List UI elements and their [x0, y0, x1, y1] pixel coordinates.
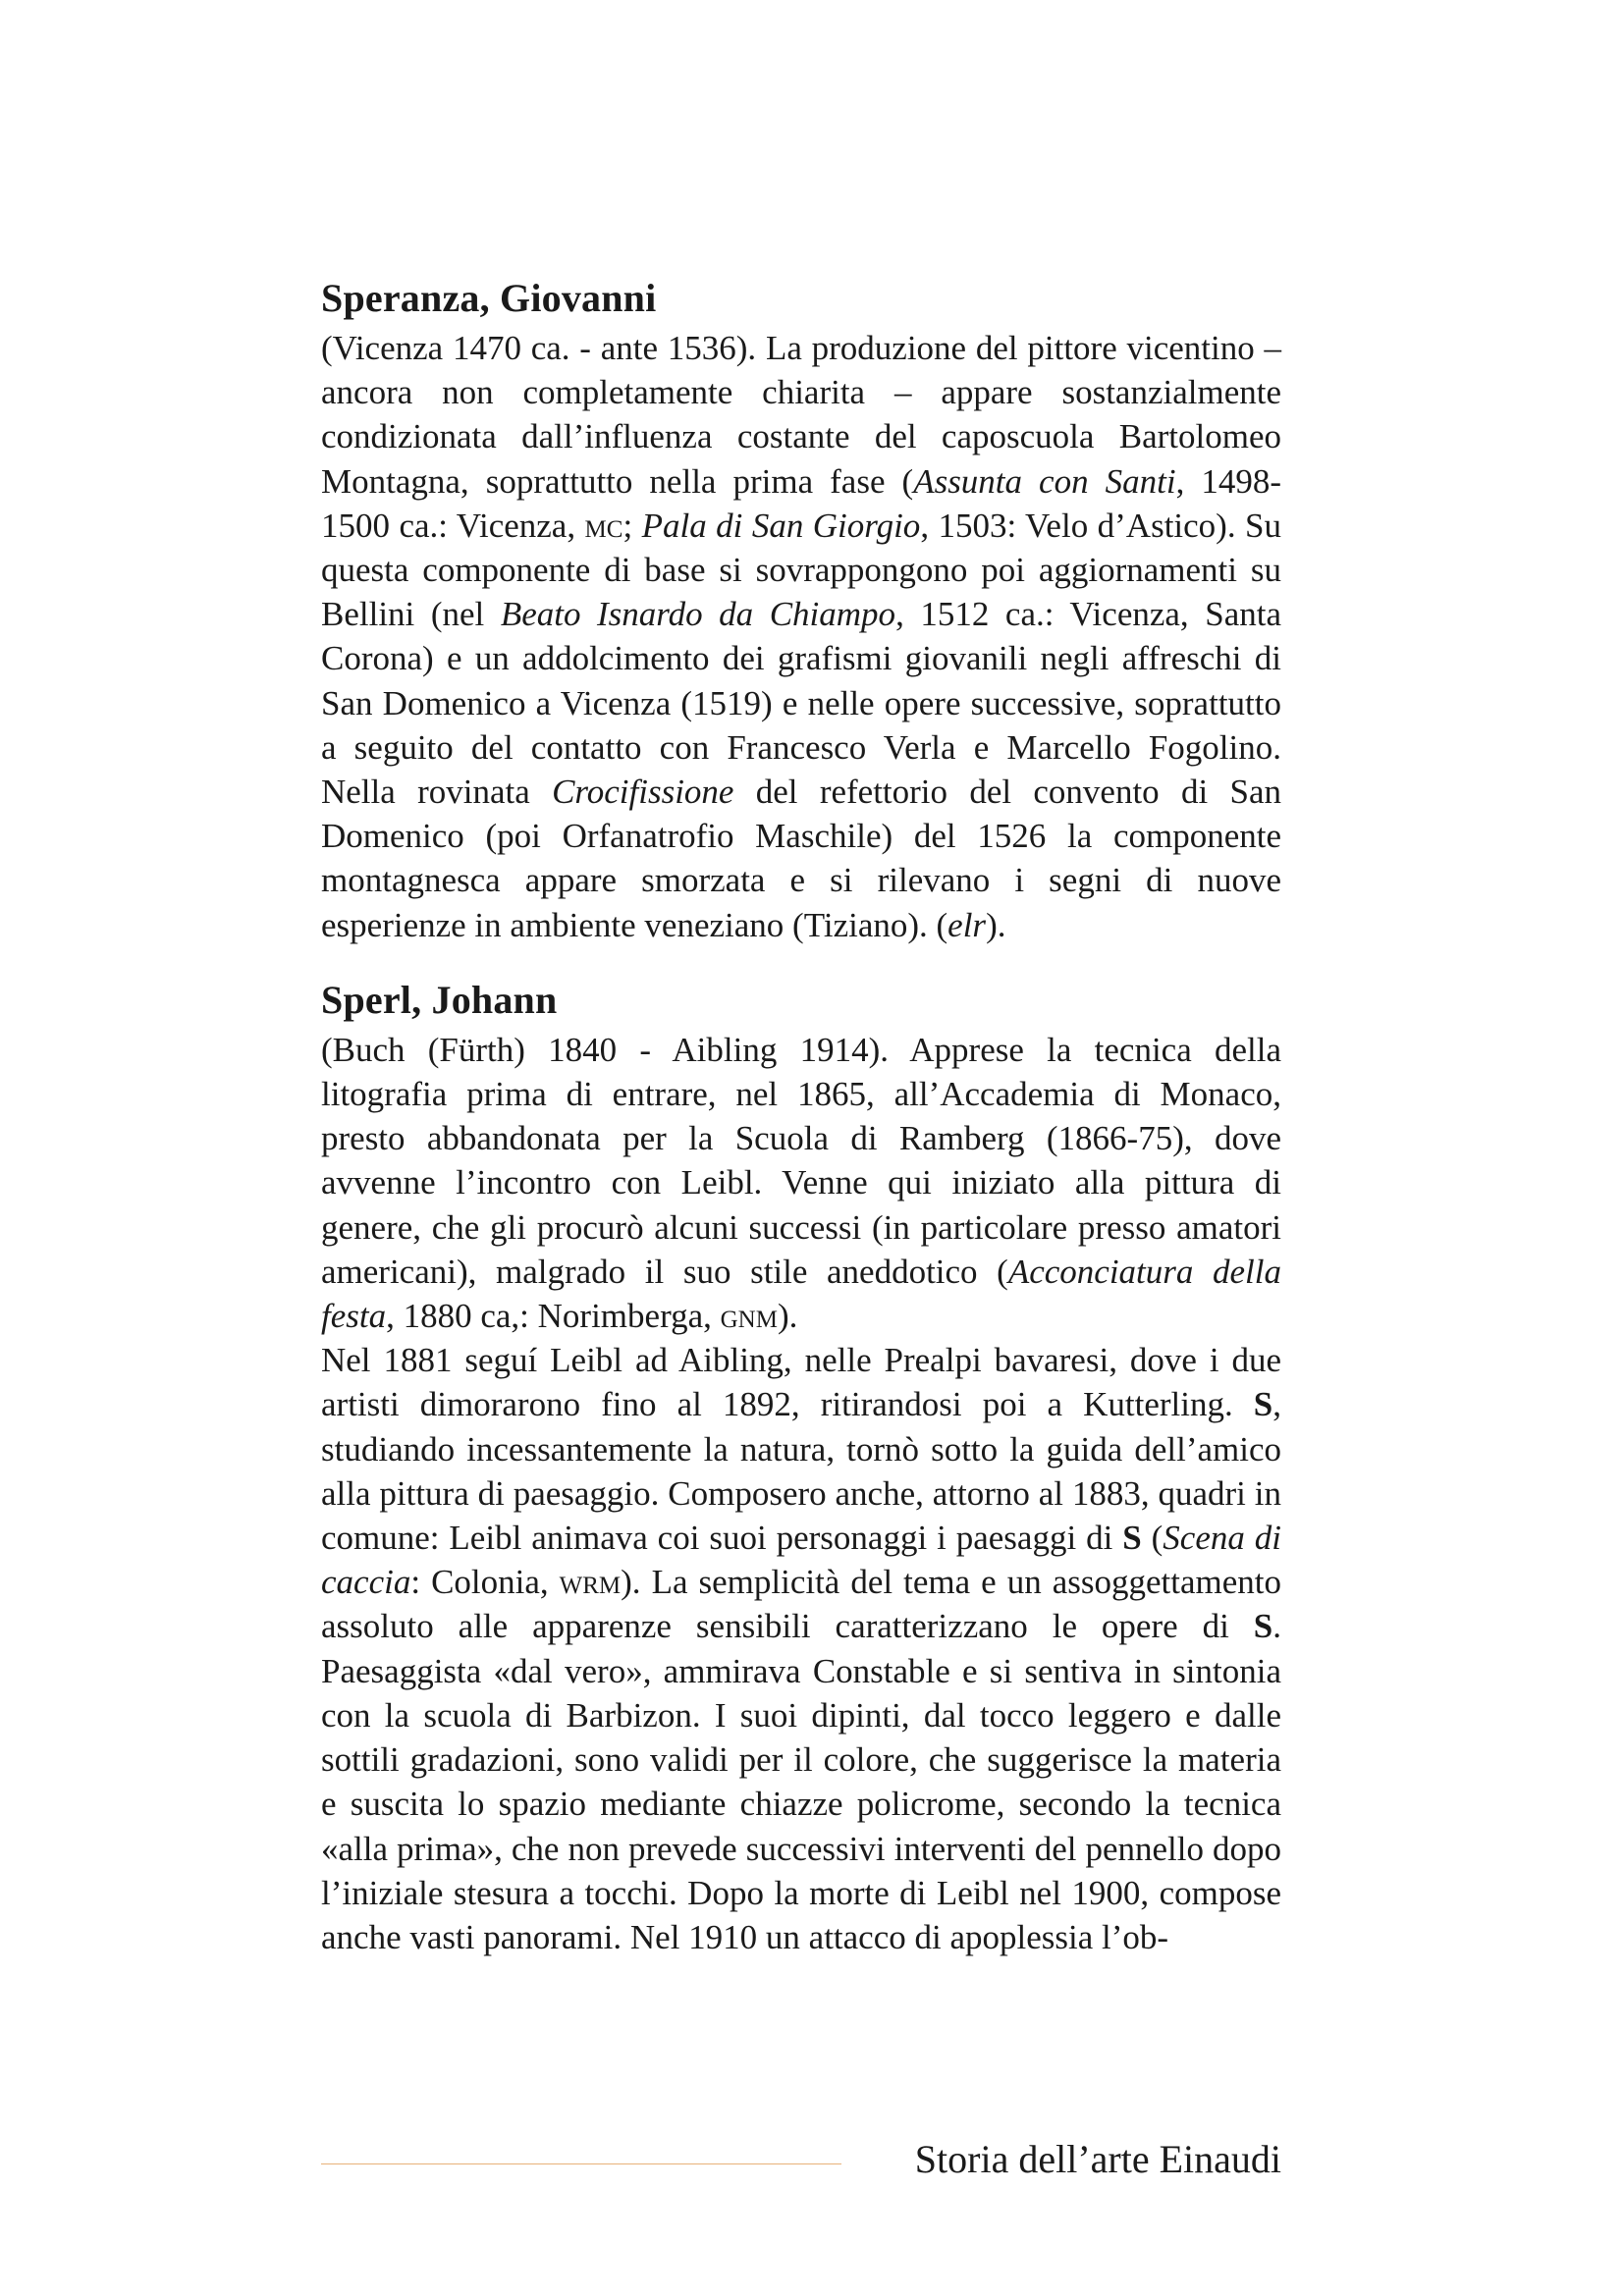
text-segment: Beato Isnardo da Chiampo [500, 595, 896, 634]
footer-publication-title: Storia dell’arte Einaudi [914, 2137, 1281, 2181]
page-content [321, 275, 1281, 1959]
text-segment: ( [1141, 1519, 1163, 1558]
text-segment: wrm [559, 1563, 622, 1602]
entry-title: Sperl, Johann [321, 977, 558, 1022]
text-segment: (Vicenza 1470 ca. - ante 1536). La produzione del pittore vicentino – ancora non completamente chiarita – appare sostanzialmente condizionata dall’influenza costante del caposcuola Bartolomeo Montagna, soprattutto nella prima fase ( [321, 329, 1281, 501]
entry-speranza [321, 275, 1281, 947]
text-segment: ). La semplicità del tema e un assoggettamento assoluto alle apparenze sensibili caratterizzano le opere di [321, 1563, 1281, 1646]
text-segment: gnm [720, 1297, 778, 1336]
entry-body [321, 1028, 1281, 1959]
text-segment: Pala di San Giorgio [641, 506, 921, 545]
text-segment: (Buch (Fürth) 1840 - Aibling 1914). Apprese la tecnica della litografia prima di entrare, nel 1865, all’Accademia di Monaco, presto abbandonata per la Scuola di Ramberg (1866-75), dove avvenne l’incontro con Leibl. Venne qui iniziato alla pittura di genere, che gli procurò alcuni successi (in particolare presso amatori americani), malgrado il suo stile aneddotico ( [321, 1030, 1281, 1291]
text-segment: ). [777, 1297, 798, 1336]
page-footer [321, 2130, 1281, 2189]
text-segment: S [1253, 1385, 1273, 1424]
text-segment: Crocifissione [552, 773, 734, 812]
text-segment: : Colonia, [410, 1563, 560, 1602]
text-segment: del refettorio del convento di San Domenico (poi Orfanatrofio Maschile) del 1526 la componente montagnesca appare smorzata e si rilevano i segni di nuove esperienze in ambiente veneziano (Tiziano). ( [321, 773, 1282, 944]
text-segment: ; [622, 506, 642, 545]
text-segment: S [1253, 1607, 1273, 1646]
text-segment: Scena di caccia [321, 1519, 1282, 1602]
text-segment: , 1512 ca.: Vicenza, Santa Corona) e un addolcimento dei grafismi giovanili negli affreschi di San Domenico a Vicenza (1519) e nelle opere successive, soprattutto a seguito del contatto con Francesco Verla e Marcello Fogolino. Nella rovinata [321, 595, 1281, 812]
text-segment: Assunta con Santi [913, 461, 1176, 501]
text-segment: Acconciatura della festa [321, 1252, 1281, 1336]
text-segment: , studiando incessantemente la natura, tornò sotto la guida dell’amico alla pittura di paesaggio. Composero anche, attorno al 1883, quadri in comune: Leibl animava coi suoi personaggi i paesaggi di [321, 1385, 1281, 1558]
entry-sperl [321, 977, 1281, 1959]
text-segment: Nel 1881 seguí Leibl ad Aibling, nelle Prealpi bavaresi, dove i due artisti dimorarono fino al 1892, ritirandosi poi a Kutterling. [321, 1341, 1281, 1424]
text-segment: , 1498-1500 ca.: Vicenza, [321, 461, 1282, 545]
text-segment: mc [584, 506, 623, 545]
text-segment: S [1122, 1519, 1142, 1558]
entry-title: Speranza, Giovanni [321, 276, 657, 320]
footer-rule [321, 2163, 841, 2164]
text-segment: , 1503: Velo d’Astico). Su questa componente di base si sovrappongono poi aggiornamenti su Bellini (nel [321, 506, 1281, 634]
text-segment: elr [947, 905, 987, 944]
text-segment: ). [986, 905, 1006, 944]
entry-body [321, 326, 1281, 947]
text-segment: . Paesaggista «dal vero», ammirava Constable e si sentiva in sintonia con la scuola di Barbizon. I suoi dipinti, dal tocco leggero e dalle sottili gradazioni, sono validi per il colore, che suggerisce la materia e suscita lo spazio mediante chiazze policrome, secondo la tecnica «alla prima», che non prevede successivi interventi del pennello dopo l’iniziale stesura a tocchi. Dopo la morte di Leibl nel 1900, compose anche vasti panorami. Nel 1910 un attacco di apoplessia l’ob- [321, 1607, 1281, 1956]
text-segment: , 1880 ca,: Norimberga, [386, 1297, 721, 1336]
